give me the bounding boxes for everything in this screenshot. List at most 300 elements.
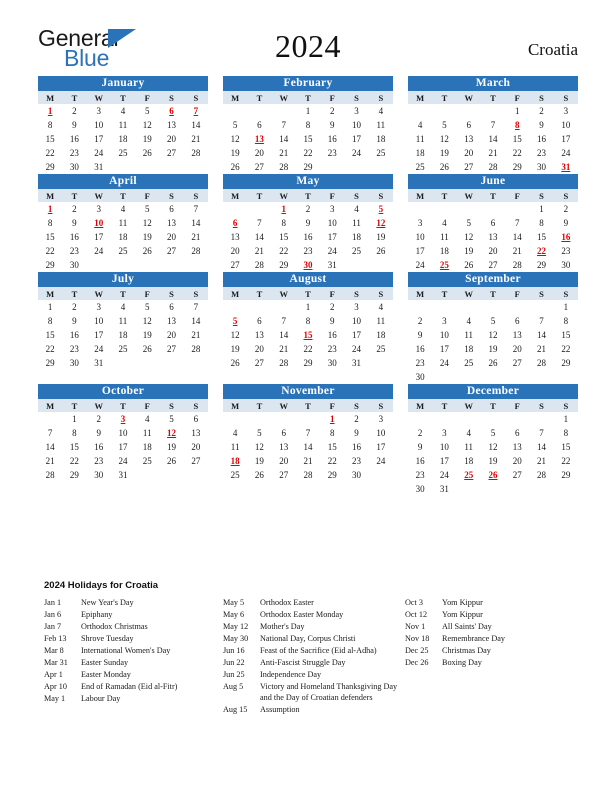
day-cell[interactable]: 6 xyxy=(466,120,471,130)
day-cell[interactable]: 24 xyxy=(94,246,104,256)
day-cell[interactable]: 17 xyxy=(439,456,449,466)
day-cell[interactable]: 22 xyxy=(327,456,337,466)
day-cell-holiday[interactable]: 5 xyxy=(378,204,384,214)
day-cell[interactable]: 8 xyxy=(281,218,286,228)
day-cell[interactable]: 26 xyxy=(142,246,152,256)
day-cell[interactable]: 9 xyxy=(417,442,423,452)
day-cell[interactable]: 23 xyxy=(561,246,571,256)
day-cell[interactable]: 9 xyxy=(72,316,77,326)
day-cell[interactable]: 13 xyxy=(279,442,289,452)
day-cell[interactable]: 27 xyxy=(512,470,522,480)
day-cell[interactable]: 9 xyxy=(354,428,359,438)
day-cell[interactable]: 1 xyxy=(305,302,311,312)
day-cell[interactable]: 8 xyxy=(47,120,53,130)
day-cell[interactable]: 7 xyxy=(193,302,199,312)
day-cell[interactable]: 6 xyxy=(257,120,262,130)
day-cell[interactable]: 15 xyxy=(45,232,55,242)
day-cell[interactable]: 23 xyxy=(69,148,79,158)
day-cell[interactable]: 4 xyxy=(120,204,126,214)
day-cell[interactable]: 29 xyxy=(45,260,55,270)
day-cell[interactable]: 30 xyxy=(69,162,79,172)
day-cell[interactable]: 19 xyxy=(488,344,498,354)
day-cell[interactable]: 3 xyxy=(563,106,569,116)
day-cell[interactable]: 27 xyxy=(254,358,264,368)
day-cell[interactable]: 12 xyxy=(230,134,240,144)
day-cell[interactable]: 30 xyxy=(69,260,79,270)
day-cell[interactable]: 16 xyxy=(327,134,337,144)
day-cell[interactable]: 26 xyxy=(230,162,240,172)
day-cell[interactable]: 28 xyxy=(191,148,201,158)
day-cell[interactable]: 19 xyxy=(230,148,240,158)
day-cell[interactable]: 22 xyxy=(512,148,522,158)
day-cell-holiday[interactable]: 7 xyxy=(193,106,199,116)
day-cell[interactable]: 10 xyxy=(352,120,362,130)
day-cell[interactable]: 5 xyxy=(145,106,150,116)
day-cell[interactable]: 16 xyxy=(69,232,79,242)
day-cell[interactable]: 23 xyxy=(352,456,362,466)
day-cell[interactable]: 25 xyxy=(376,148,386,158)
day-cell[interactable]: 7 xyxy=(193,204,199,214)
day-cell[interactable]: 4 xyxy=(378,302,384,312)
day-cell[interactable]: 11 xyxy=(415,134,425,144)
day-cell[interactable]: 4 xyxy=(466,316,471,326)
day-cell-holiday[interactable]: 1 xyxy=(47,204,53,214)
day-cell[interactable]: 24 xyxy=(94,344,104,354)
day-cell[interactable]: 3 xyxy=(442,428,447,438)
day-cell[interactable]: 21 xyxy=(191,330,201,340)
day-cell[interactable]: 4 xyxy=(354,204,359,214)
day-cell[interactable]: 7 xyxy=(47,428,53,438)
day-cell[interactable]: 10 xyxy=(94,120,104,130)
day-cell[interactable]: 8 xyxy=(72,428,77,438)
day-cell[interactable]: 20 xyxy=(512,456,522,466)
day-cell[interactable]: 19 xyxy=(254,456,264,466)
day-cell-holiday[interactable]: 25 xyxy=(464,470,474,480)
day-cell[interactable]: 7 xyxy=(490,120,496,130)
day-cell[interactable]: 13 xyxy=(488,232,498,242)
day-cell[interactable]: 25 xyxy=(142,456,152,466)
day-cell[interactable]: 13 xyxy=(167,120,177,130)
day-cell[interactable]: 18 xyxy=(376,134,386,144)
day-cell[interactable]: 17 xyxy=(561,134,571,144)
day-cell[interactable]: 9 xyxy=(72,218,77,228)
day-cell[interactable]: 16 xyxy=(94,442,104,452)
day-cell[interactable]: 26 xyxy=(142,148,152,158)
day-cell[interactable]: 19 xyxy=(464,246,474,256)
day-cell[interactable]: 17 xyxy=(94,134,104,144)
day-cell[interactable]: 30 xyxy=(94,470,104,480)
day-cell[interactable]: 30 xyxy=(352,470,362,480)
day-cell-holiday[interactable]: 1 xyxy=(47,106,53,116)
day-cell[interactable]: 28 xyxy=(537,470,547,480)
day-cell[interactable]: 22 xyxy=(561,344,571,354)
day-cell[interactable]: 19 xyxy=(142,330,152,340)
day-cell[interactable]: 24 xyxy=(352,148,362,158)
day-cell[interactable]: 29 xyxy=(537,260,547,270)
day-cell[interactable]: 6 xyxy=(515,428,520,438)
day-cell[interactable]: 27 xyxy=(167,246,177,256)
day-cell[interactable]: 16 xyxy=(352,442,362,452)
day-cell[interactable]: 12 xyxy=(254,442,264,452)
day-cell[interactable]: 5 xyxy=(466,218,471,228)
day-cell[interactable]: 5 xyxy=(490,316,496,326)
day-cell[interactable]: 11 xyxy=(440,232,449,242)
day-cell[interactable]: 4 xyxy=(120,106,126,116)
day-cell[interactable]: 15 xyxy=(303,134,313,144)
day-cell[interactable]: 25 xyxy=(352,246,362,256)
day-cell[interactable]: 7 xyxy=(257,218,262,228)
day-cell[interactable]: 3 xyxy=(96,204,101,214)
day-cell[interactable]: 17 xyxy=(94,330,104,340)
day-cell[interactable]: 22 xyxy=(279,246,289,256)
day-cell[interactable]: 21 xyxy=(191,134,201,144)
day-cell[interactable]: 11 xyxy=(376,120,386,130)
day-cell[interactable]: 19 xyxy=(439,148,449,158)
day-cell[interactable]: 5 xyxy=(145,302,150,312)
day-cell[interactable]: 13 xyxy=(512,330,522,340)
day-cell[interactable]: 23 xyxy=(69,344,79,354)
day-cell[interactable]: 13 xyxy=(167,316,177,326)
day-cell[interactable]: 18 xyxy=(118,330,128,340)
day-cell[interactable]: 8 xyxy=(330,428,335,438)
day-cell[interactable]: 26 xyxy=(254,470,264,480)
day-cell[interactable]: 4 xyxy=(378,106,384,116)
day-cell[interactable]: 19 xyxy=(142,232,152,242)
day-cell[interactable]: 6 xyxy=(257,316,262,326)
day-cell[interactable]: 10 xyxy=(327,218,337,228)
day-cell[interactable]: 10 xyxy=(415,232,425,242)
day-cell[interactable]: 27 xyxy=(167,148,177,158)
day-cell[interactable]: 3 xyxy=(354,106,359,116)
day-cell[interactable]: 20 xyxy=(279,456,289,466)
day-cell[interactable]: 17 xyxy=(94,232,104,242)
day-cell[interactable]: 21 xyxy=(537,456,547,466)
day-cell[interactable]: 2 xyxy=(72,106,77,116)
day-cell[interactable]: 17 xyxy=(376,442,386,452)
day-cell[interactable]: 21 xyxy=(512,246,522,256)
day-cell-holiday[interactable]: 16 xyxy=(561,232,571,242)
day-cell[interactable]: 24 xyxy=(327,246,337,256)
day-cell[interactable]: 1 xyxy=(515,106,520,116)
day-cell[interactable]: 2 xyxy=(354,414,359,424)
day-cell[interactable]: 8 xyxy=(539,218,544,228)
day-cell[interactable]: 20 xyxy=(254,344,264,354)
day-cell[interactable]: 9 xyxy=(330,120,335,130)
day-cell[interactable]: 26 xyxy=(142,344,152,354)
day-cell-holiday[interactable]: 18 xyxy=(230,456,240,466)
day-cell[interactable]: 28 xyxy=(191,246,201,256)
day-cell[interactable]: 20 xyxy=(167,134,177,144)
day-cell[interactable]: 15 xyxy=(45,134,55,144)
day-cell[interactable]: 5 xyxy=(145,204,150,214)
day-cell[interactable]: 28 xyxy=(537,358,547,368)
day-cell[interactable]: 6 xyxy=(169,204,174,214)
day-cell[interactable]: 5 xyxy=(490,428,496,438)
day-cell[interactable]: 24 xyxy=(415,260,425,270)
day-cell[interactable]: 12 xyxy=(142,316,152,326)
day-cell[interactable]: 14 xyxy=(279,134,289,144)
day-cell[interactable]: 28 xyxy=(279,162,289,172)
day-cell[interactable]: 13 xyxy=(230,232,240,242)
day-cell[interactable]: 5 xyxy=(169,414,174,424)
day-cell[interactable]: 13 xyxy=(167,218,177,228)
day-cell[interactable]: 13 xyxy=(191,428,201,438)
day-cell[interactable]: 14 xyxy=(191,316,201,326)
day-cell[interactable]: 16 xyxy=(69,330,79,340)
day-cell[interactable]: 1 xyxy=(72,414,77,424)
day-cell[interactable]: 1 xyxy=(47,302,53,312)
day-cell[interactable]: 7 xyxy=(281,120,286,130)
day-cell[interactable]: 9 xyxy=(330,316,335,326)
day-cell[interactable]: 2 xyxy=(72,302,77,312)
day-cell-holiday[interactable]: 8 xyxy=(515,120,520,130)
day-cell[interactable]: 28 xyxy=(279,358,289,368)
day-cell[interactable]: 31 xyxy=(439,484,449,494)
day-cell[interactable]: 8 xyxy=(47,316,53,326)
day-cell[interactable]: 24 xyxy=(439,358,449,368)
day-cell-holiday[interactable]: 10 xyxy=(94,218,104,228)
day-cell[interactable]: 30 xyxy=(415,484,425,494)
day-cell[interactable]: 6 xyxy=(281,428,286,438)
day-cell[interactable]: 12 xyxy=(439,134,449,144)
day-cell[interactable]: 10 xyxy=(94,316,104,326)
day-cell-holiday[interactable]: 22 xyxy=(537,246,547,256)
day-cell[interactable]: 30 xyxy=(327,358,337,368)
day-cell[interactable]: 15 xyxy=(561,330,571,340)
day-cell[interactable]: 7 xyxy=(539,428,544,438)
day-cell[interactable]: 25 xyxy=(118,344,128,354)
day-cell[interactable]: 11 xyxy=(464,442,474,452)
day-cell[interactable]: 8 xyxy=(305,120,311,130)
day-cell[interactable]: 4 xyxy=(466,428,471,438)
day-cell[interactable]: 29 xyxy=(45,162,55,172)
day-cell[interactable]: 27 xyxy=(488,260,498,270)
day-cell[interactable]: 12 xyxy=(464,232,474,242)
day-cell-holiday[interactable]: 6 xyxy=(169,106,174,116)
day-cell[interactable]: 30 xyxy=(415,372,425,382)
day-cell[interactable]: 24 xyxy=(376,456,386,466)
day-cell[interactable]: 27 xyxy=(191,456,201,466)
day-cell-holiday[interactable]: 26 xyxy=(488,470,498,480)
day-cell[interactable]: 18 xyxy=(415,148,425,158)
day-cell[interactable]: 28 xyxy=(191,344,201,354)
day-cell-holiday[interactable]: 1 xyxy=(330,414,335,424)
day-cell[interactable]: 20 xyxy=(512,344,522,354)
day-cell[interactable]: 5 xyxy=(232,120,238,130)
day-cell[interactable]: 16 xyxy=(415,344,425,354)
day-cell[interactable]: 27 xyxy=(254,162,264,172)
day-cell[interactable]: 17 xyxy=(118,442,128,452)
day-cell[interactable]: 4 xyxy=(232,428,238,438)
day-cell[interactable]: 20 xyxy=(254,148,264,158)
day-cell[interactable]: 6 xyxy=(490,218,496,228)
day-cell[interactable]: 18 xyxy=(118,134,128,144)
day-cell[interactable]: 24 xyxy=(561,148,571,158)
day-cell[interactable]: 11 xyxy=(230,442,240,452)
day-cell[interactable]: 14 xyxy=(254,232,264,242)
day-cell[interactable]: 22 xyxy=(69,456,79,466)
day-cell[interactable]: 2 xyxy=(330,302,335,312)
day-cell[interactable]: 27 xyxy=(512,358,522,368)
day-cell[interactable]: 15 xyxy=(537,232,547,242)
day-cell[interactable]: 19 xyxy=(167,442,177,452)
day-cell[interactable]: 29 xyxy=(327,470,337,480)
day-cell[interactable]: 12 xyxy=(142,218,152,228)
day-cell[interactable]: 3 xyxy=(96,302,101,312)
day-cell[interactable]: 29 xyxy=(561,470,571,480)
day-cell[interactable]: 9 xyxy=(96,428,101,438)
day-cell[interactable]: 9 xyxy=(72,120,77,130)
day-cell[interactable]: 27 xyxy=(464,162,474,172)
day-cell[interactable]: 18 xyxy=(352,232,362,242)
day-cell[interactable]: 7 xyxy=(515,218,520,228)
day-cell[interactable]: 4 xyxy=(417,120,423,130)
day-cell[interactable]: 3 xyxy=(378,414,384,424)
day-cell[interactable]: 14 xyxy=(537,330,547,340)
day-cell[interactable]: 3 xyxy=(417,218,423,228)
day-cell[interactable]: 28 xyxy=(512,260,522,270)
day-cell[interactable]: 11 xyxy=(118,218,128,228)
day-cell[interactable]: 17 xyxy=(327,232,337,242)
day-cell[interactable]: 11 xyxy=(142,428,152,438)
day-cell[interactable]: 7 xyxy=(281,316,286,326)
day-cell[interactable]: 30 xyxy=(537,162,547,172)
day-cell[interactable]: 21 xyxy=(279,148,289,158)
day-cell[interactable]: 18 xyxy=(142,442,152,452)
day-cell[interactable]: 23 xyxy=(327,148,337,158)
day-cell[interactable]: 12 xyxy=(142,120,152,130)
day-cell[interactable]: 26 xyxy=(230,358,240,368)
day-cell[interactable]: 29 xyxy=(303,162,313,172)
day-cell[interactable]: 23 xyxy=(537,148,547,158)
day-cell[interactable]: 24 xyxy=(118,456,128,466)
day-cell[interactable]: 8 xyxy=(47,218,53,228)
day-cell[interactable]: 26 xyxy=(439,162,449,172)
day-cell-holiday[interactable]: 6 xyxy=(232,218,238,228)
day-cell-holiday[interactable]: 15 xyxy=(303,330,313,340)
day-cell[interactable]: 9 xyxy=(305,218,311,228)
day-cell[interactable]: 3 xyxy=(442,316,447,326)
day-cell[interactable]: 22 xyxy=(45,246,55,256)
day-cell[interactable]: 19 xyxy=(230,344,240,354)
day-cell[interactable]: 2 xyxy=(96,414,101,424)
day-cell[interactable]: 14 xyxy=(303,442,313,452)
day-cell[interactable]: 14 xyxy=(191,218,201,228)
day-cell[interactable]: 23 xyxy=(415,358,425,368)
day-cell-holiday[interactable]: 12 xyxy=(376,218,386,228)
day-cell[interactable]: 3 xyxy=(354,302,359,312)
day-cell[interactable]: 6 xyxy=(169,302,174,312)
day-cell[interactable]: 13 xyxy=(254,330,264,340)
day-cell[interactable]: 22 xyxy=(303,148,313,158)
day-cell[interactable]: 21 xyxy=(537,344,547,354)
day-cell[interactable]: 10 xyxy=(118,428,128,438)
day-cell[interactable]: 24 xyxy=(352,344,362,354)
day-cell[interactable]: 1 xyxy=(563,414,569,424)
day-cell[interactable]: 9 xyxy=(417,330,423,340)
day-cell[interactable]: 15 xyxy=(279,232,289,242)
day-cell[interactable]: 22 xyxy=(45,148,55,158)
day-cell[interactable]: 7 xyxy=(305,428,311,438)
day-cell[interactable]: 18 xyxy=(118,232,128,242)
day-cell[interactable]: 18 xyxy=(464,344,474,354)
day-cell[interactable]: 12 xyxy=(488,330,498,340)
day-cell[interactable]: 16 xyxy=(69,134,79,144)
day-cell[interactable]: 3 xyxy=(96,106,101,116)
day-cell[interactable]: 1 xyxy=(539,204,544,214)
day-cell[interactable]: 13 xyxy=(464,134,474,144)
day-cell[interactable]: 25 xyxy=(118,246,128,256)
day-cell[interactable]: 20 xyxy=(167,232,177,242)
day-cell[interactable]: 5 xyxy=(442,120,447,130)
day-cell[interactable]: 29 xyxy=(303,358,313,368)
day-cell[interactable]: 20 xyxy=(167,330,177,340)
day-cell[interactable]: 25 xyxy=(230,470,240,480)
day-cell[interactable]: 7 xyxy=(539,316,544,326)
day-cell[interactable]: 4 xyxy=(120,302,126,312)
day-cell[interactable]: 25 xyxy=(376,344,386,354)
day-cell[interactable]: 26 xyxy=(376,246,386,256)
day-cell[interactable]: 8 xyxy=(563,428,569,438)
day-cell[interactable]: 29 xyxy=(512,162,522,172)
day-cell[interactable]: 25 xyxy=(415,162,425,172)
day-cell[interactable]: 16 xyxy=(327,330,337,340)
day-cell[interactable]: 12 xyxy=(230,330,240,340)
day-cell[interactable]: 15 xyxy=(327,442,337,452)
day-cell[interactable]: 20 xyxy=(464,148,474,158)
day-cell[interactable]: 2 xyxy=(417,316,423,326)
day-cell[interactable]: 23 xyxy=(415,470,425,480)
day-cell[interactable]: 27 xyxy=(279,470,289,480)
day-cell[interactable]: 29 xyxy=(69,470,79,480)
day-cell[interactable]: 21 xyxy=(279,344,289,354)
day-cell[interactable]: 28 xyxy=(254,260,264,270)
day-cell[interactable]: 2 xyxy=(330,106,335,116)
day-cell[interactable]: 23 xyxy=(69,246,79,256)
day-cell[interactable]: 2 xyxy=(417,428,423,438)
day-cell[interactable]: 2 xyxy=(72,204,77,214)
day-cell[interactable]: 31 xyxy=(352,358,362,368)
day-cell[interactable]: 29 xyxy=(279,260,289,270)
day-cell[interactable]: 21 xyxy=(45,456,55,466)
day-cell[interactable]: 12 xyxy=(488,442,498,452)
day-cell[interactable]: 22 xyxy=(561,456,571,466)
day-cell[interactable]: 30 xyxy=(69,358,79,368)
day-cell-holiday[interactable]: 25 xyxy=(439,260,449,270)
day-cell[interactable]: 18 xyxy=(464,456,474,466)
day-cell[interactable]: 28 xyxy=(45,470,55,480)
day-cell[interactable]: 30 xyxy=(561,260,571,270)
day-cell[interactable]: 15 xyxy=(45,330,55,340)
day-cell[interactable]: 21 xyxy=(303,456,313,466)
day-cell[interactable]: 19 xyxy=(142,134,152,144)
day-cell[interactable]: 11 xyxy=(376,316,386,326)
day-cell[interactable]: 10 xyxy=(439,442,449,452)
day-cell[interactable]: 31 xyxy=(118,470,128,480)
day-cell[interactable]: 18 xyxy=(439,246,449,256)
day-cell[interactable]: 17 xyxy=(352,330,362,340)
day-cell[interactable]: 15 xyxy=(561,442,571,452)
day-cell[interactable]: 20 xyxy=(488,246,498,256)
day-cell[interactable]: 31 xyxy=(327,260,337,270)
day-cell[interactable]: 27 xyxy=(167,344,177,354)
day-cell[interactable]: 15 xyxy=(512,134,522,144)
day-cell[interactable]: 16 xyxy=(415,456,425,466)
day-cell[interactable]: 28 xyxy=(488,162,498,172)
day-cell-holiday[interactable]: 12 xyxy=(167,428,177,438)
day-cell[interactable]: 11 xyxy=(118,316,128,326)
day-cell[interactable]: 11 xyxy=(118,120,128,130)
